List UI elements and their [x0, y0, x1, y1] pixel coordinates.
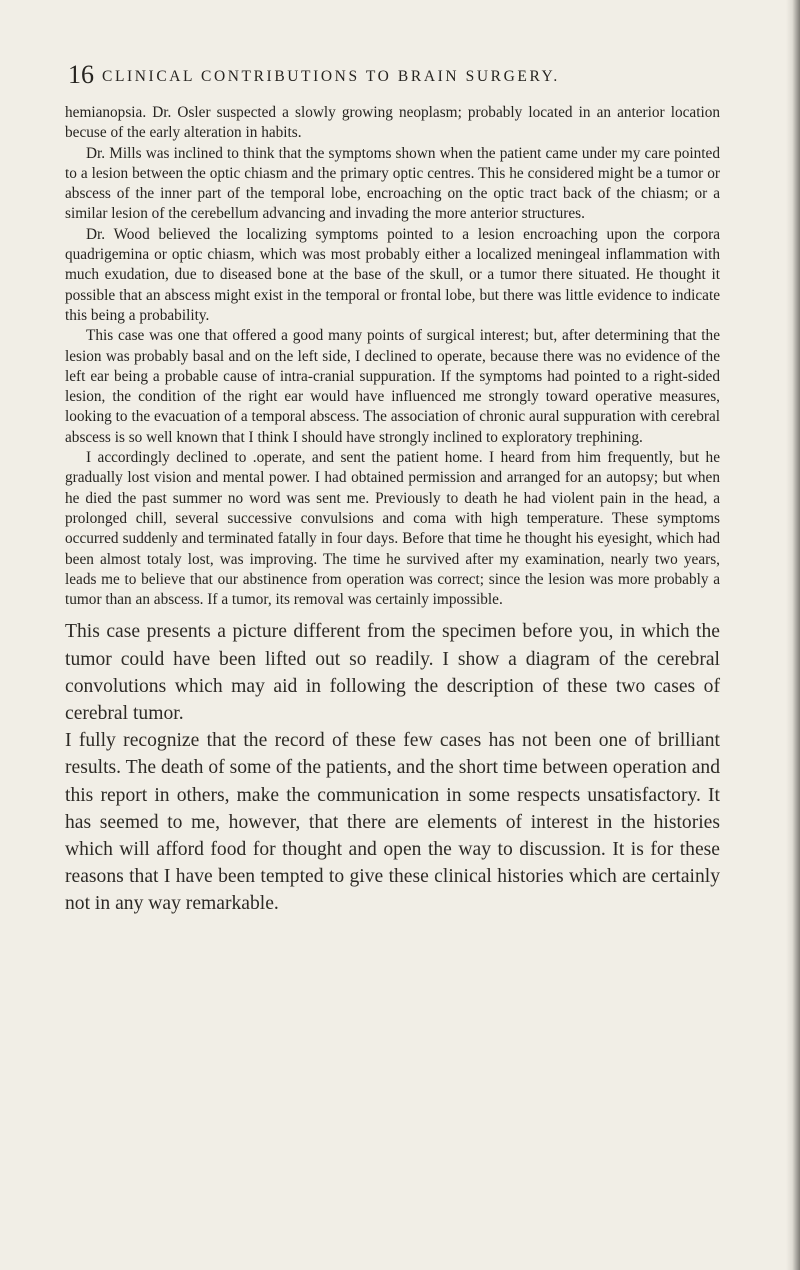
paragraph-fully-recognize: I fully recognize that the record of these few cases has not been one of brilliant results. The death of some of the patients, and the short time between operation and this report in others, make the communication in some respects unsatisfactory. It has seemed to me, however, that there are elements of interest in the histories which will afford food for thought and open the way to discussion. It is for these reasons that I have been tempted to give these clinical histories which are certainly not in any way remarkable. — [65, 730, 720, 915]
page-header — [68, 60, 758, 94]
paragraph-dr-mills: Dr. Mills was inclined to think that the symptoms shown when the patient came under my care pointed to a lesion between the optic chiasm and the primary optic centres. This he considered might be a tumor or abscess of the inner part of the temporal lobe, encroaching on the optic tract back of the chiasm; or a similar lesion of the cerebellum advancing and invading the more anterior structures. — [65, 144, 720, 223]
binding-edge-shadow — [786, 0, 800, 1270]
page-number: 16 — [68, 60, 94, 89]
paragraph-declined-to-operate: I accordingly declined to .operate, and sent the patient home. I heard from him frequently, but he gradually lost vision and mental power. I had obtained permission and arranged for an autopsy; but when he died the past summer no word was sent me. Previously to death he had violent pain in the head, a prolonged chill, several successive convulsions and coma with high temperature. These symptoms occurred suddenly and terminated fatally in four days. Before that time he thought his eyesight, which had been almost totaly lost, was improving. The time he survived after my examination, nearly two years, leads me to believe that our abstinence from operation was correct; since the lesion was more probably a tumor than an abscess. If a tumor, its removal was certainly impossible. — [65, 449, 720, 609]
paragraph-hemianopsia: hemianopsia. Dr. Osler suspected a slowly growing neoplasm; probably located in an anterior location becuse of the early alteration in habits. — [65, 104, 720, 142]
main-text-small-print — [65, 103, 720, 610]
paragraph-dr-wood: Dr. Wood believed the localizing symptoms pointed to a lesion encroaching upon the corpora quadrigemina or optic chiasm, which was most probably either a localized meningeal inflammation with much exudation, due to diseased bone at the base of the skull, or a tumor there situated. He thought it possible that an abscess might exist in the temporal or frontal lobe, but there was little evidence to indicate this being a probability. — [65, 225, 720, 324]
paragraph-picture-different: This case presents a picture different from the specimen before you, in which the tumor could have been lifted out so readily. I show a diagram of the cerebral convolutions which may aid in following the description of these two cases of cerebral tumor. — [65, 621, 720, 725]
page-body — [65, 103, 720, 918]
running-head: CLINICAL CONTRIBUTIONS TO BRAIN SURGERY. — [102, 68, 560, 85]
main-text-large-print — [65, 618, 720, 917]
paragraph-surgical-interest: This case was one that offered a good many points of surgical interest; but, after determining that the lesion was probably basal and on the left side, I declined to operate, because there was no evidence of the left ear being a probable cause of intra-cranial suppuration. If the symptoms had pointed to a right-sided lesion, the condition of the right ear would have influenced me strongly toward operative measures, looking to the evacuation of a temporal abscess. The association of chronic aural suppuration with cerebral abscess is so well known that I think I should have strongly inclined to exploratory trephining. — [65, 327, 720, 446]
